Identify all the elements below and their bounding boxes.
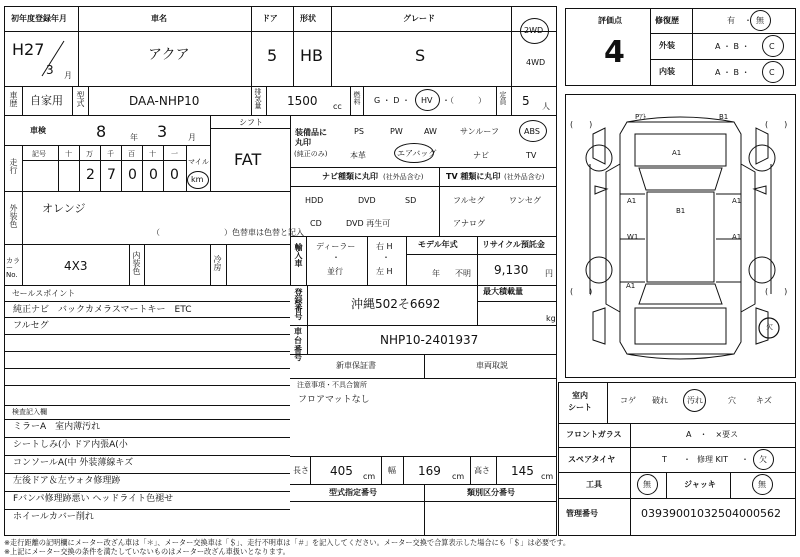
mileage-digit: 2 [86, 167, 95, 183]
notes-label: 注意事項・不具合箇所 [297, 381, 367, 389]
exterior-grade-c: C [769, 42, 775, 51]
width-value: 169 [418, 464, 441, 478]
seat-hole: 穴 [728, 396, 736, 405]
color-no: 4X3 [64, 259, 88, 273]
displacement: 1500 [287, 94, 318, 108]
vehicle-manual: 車両取説 [476, 361, 508, 370]
navi-type-sub: (社外品含む) [383, 173, 424, 181]
height-value: 145 [511, 464, 534, 478]
shape: HB [300, 46, 324, 65]
diagram-label: A1 [732, 233, 742, 241]
mileage-col-100: 百 [128, 150, 135, 158]
equip-abs: ABS [524, 127, 540, 136]
km-label: km [191, 175, 204, 184]
mgmt-number: 03939001032504000562 [641, 507, 781, 520]
interior-seat-label-top: 室内 [572, 391, 588, 400]
capacity-label: 定員 [499, 91, 507, 105]
color-label: 外装色 [9, 204, 18, 228]
mileage-digit: 0 [149, 167, 158, 183]
jack-label: ジャッキ [684, 480, 716, 489]
mileage-col-10k: 万 [86, 150, 93, 158]
usage: 自家用 [30, 94, 63, 107]
navi-type-label: ナビ種類に丸印 [322, 172, 378, 181]
tv-analog: アナログ [453, 219, 485, 228]
interior-grade-c: C [769, 68, 775, 77]
first-reg-year: H27 [12, 40, 45, 59]
eval-score-label: 評価点 [598, 16, 622, 25]
interior-grade-label: 内装 [659, 67, 675, 76]
class-label: 類別区分番号 [467, 488, 515, 497]
model-year-unit: 年 [432, 269, 440, 278]
exterior-grade-label: 外装 [659, 41, 675, 50]
diagram-bracket: ( ) [570, 120, 593, 129]
diagram-label: A1 [672, 149, 682, 157]
footer-note-1: ※走行距離の記明欄にメーター改ざん車は「＊」、メーター交換車は「＄」、走行不明車は「＃」を記入してください。メーター交換で合算表示した場合にも「＄」は必要です。 [4, 538, 571, 547]
type-cert-label: 型式指定番号 [329, 488, 377, 497]
sales-point-line: フルセグ [13, 321, 49, 331]
inspection-year: 8 [96, 122, 107, 141]
diagram-bracket: ( ) [765, 120, 788, 129]
car-diagram [565, 94, 796, 378]
windshield-value: A ・ ×要ス [686, 430, 739, 439]
car-name: アクア [148, 47, 190, 63]
cooler-label: 冷房 [213, 255, 222, 271]
length-label: 長さ [293, 466, 309, 475]
tv-fullseg: フルセグ [453, 196, 485, 205]
repair-none: 無 [756, 16, 764, 25]
tools-value: 無 [643, 480, 651, 489]
inspection-year-unit: 年 [130, 133, 138, 142]
equip-airbag: エアバッグ [397, 149, 437, 158]
navi-hdd: HDD [305, 196, 324, 205]
capacity-unit: 人 [542, 102, 550, 111]
import-parallel: 並行 [327, 267, 343, 276]
diagram-label: Pｱﾄ [635, 113, 647, 121]
import-dot: ・ [332, 253, 340, 262]
chassis-value: NHP10-2401937 [380, 333, 479, 347]
equip-aw: AW [424, 127, 437, 136]
color-change-note: （ ）色替車は色替と記入 [152, 228, 304, 237]
model-year-label: モデル年式 [418, 240, 458, 249]
notes-value: フロアマットなし [298, 395, 370, 405]
mileage-sign-label: 記号 [32, 150, 46, 158]
grade: S [415, 46, 426, 65]
mileage-label: 走行 [9, 158, 18, 174]
diagram-bracket: ( ) [570, 287, 593, 296]
equipment-sub: (純正のみ) [294, 150, 328, 158]
inspection-month-unit: 月 [188, 133, 196, 142]
interior-color-label: 内装色 [132, 251, 141, 275]
height-label: 高さ [474, 466, 490, 475]
navi-dvd-play: DVD 再生可 [346, 219, 391, 228]
mileage-digit: 0 [128, 167, 137, 183]
equip-navi: ナビ [473, 151, 489, 160]
seat-stain: 汚れ [687, 396, 703, 405]
mile-label: マイル [188, 158, 209, 166]
windshield-label: フロントガラス [566, 430, 622, 439]
inspector-line: 左後ドア＆左ウォタ修理跡 [13, 476, 121, 486]
spare-tire-none: 欠 [759, 455, 767, 464]
spare-tire-repair-kit: 修理 KIT [697, 455, 729, 464]
fuel-options: G ・ D ・ [374, 96, 410, 105]
inspector-label: 検査記入欄 [12, 408, 47, 416]
mgmt-number-label: 管理番号 [566, 509, 598, 518]
eval-score: 4 [604, 35, 625, 70]
diagram-label: B1 [676, 207, 686, 215]
capacity: 5 [522, 94, 530, 108]
max-load-unit: kg [546, 314, 556, 323]
diagram-label: A1 [732, 197, 742, 205]
model: DAA-NHP10 [129, 94, 200, 108]
first-reg-month: 3 [46, 63, 54, 77]
registration-label: 登録番号 [294, 288, 303, 320]
recycle-label: リサイクル預託金 [482, 240, 545, 249]
cc-unit: cc [333, 102, 342, 111]
model-label: 型式 [76, 91, 85, 107]
shift: FAT [234, 150, 262, 169]
exterior-color: オレンジ [42, 202, 86, 215]
drive-4wd: 4WD [526, 58, 546, 67]
inspector-line: ホイールカバー削れ [13, 512, 94, 522]
navi-dvd: DVD [358, 196, 376, 205]
spare-tire-t: T [662, 455, 667, 464]
import-label: 輸入車 [294, 243, 303, 267]
door-label: ドア [262, 14, 278, 23]
import-dealer: ディーラー [316, 242, 356, 251]
length-value: 405 [330, 464, 353, 478]
shape-label: 形状 [300, 14, 316, 23]
diagram-bracket: ( ) [765, 287, 788, 296]
recycle-value: 9,130 [494, 263, 529, 277]
equip-sunroof: サンルーフ [460, 127, 499, 136]
mileage-col-10: 十 [149, 150, 156, 158]
mileage-digit: 7 [107, 167, 116, 183]
interior-grade-options: A ・ B ・ [715, 68, 750, 77]
color-no-label: カラーNo. [6, 257, 20, 279]
registration-value: 沖縄502そ6692 [351, 297, 441, 311]
inspector-line: コンソールA(中 外装薄線キズ [13, 458, 134, 468]
tv-type-sub: (社外品含む) [504, 173, 545, 181]
recycle-unit: 円 [545, 269, 553, 278]
spare-tire-dot: ・ [683, 455, 691, 464]
equip-leather: 本革 [350, 151, 366, 160]
doors: 5 [267, 46, 278, 65]
seat-burn: コゲ [620, 396, 636, 405]
seat-scratch: キズ [756, 396, 772, 405]
fuel-other: ・（ ） [442, 96, 486, 105]
interior-seat-label-bottom: シート [568, 403, 592, 412]
tv-oneseg: ワンセグ [509, 196, 541, 205]
exterior-grade-options: A ・ B ・ [715, 42, 750, 51]
equip-ps: PS [354, 127, 364, 136]
grade-label: グレード [403, 14, 435, 23]
diagram-label: W1 [627, 233, 639, 241]
mileage-digit: 0 [170, 167, 179, 183]
equipment-label: 装備品に丸印 [295, 128, 327, 148]
repair-yes: 有 [727, 16, 735, 25]
width-unit: cm [452, 472, 465, 481]
height-unit: cm [541, 472, 554, 481]
spare-tire-dot-2: ・ [741, 455, 749, 464]
equip-pw: PW [390, 127, 403, 136]
import-dot-2: ・ [382, 253, 390, 262]
tools-label: 工具 [586, 480, 602, 489]
diagram-label: A1 [627, 197, 637, 205]
length-unit: cm [363, 472, 376, 481]
shift-label: シフト [239, 118, 263, 127]
diagram-label: B1 [719, 113, 729, 121]
width-label: 幅 [388, 466, 396, 475]
mileage-col-1k: 千 [107, 150, 114, 158]
footer-note-2: ※上記にメーター交換の条件を満たしていないものはメーター改ざん車扱いとなります。 [4, 547, 290, 556]
usage-label: 車歴 [9, 91, 18, 107]
seat-tear: 破れ [652, 396, 668, 405]
fuel-label: 燃料 [353, 91, 361, 105]
drive-2wd: 2WD [524, 26, 544, 35]
mileage-col-1: 一 [171, 150, 178, 158]
import-lhd: 左 H [376, 267, 393, 276]
jack-value: 無 [758, 480, 766, 489]
repair-history-label: 修復歴 [655, 16, 679, 25]
inspector-line: ミラーA 室内薄汚れ [13, 422, 101, 432]
equip-tv: TV [526, 151, 537, 160]
displacement-label: 排気量 [254, 88, 262, 109]
diagram-label: A1 [626, 282, 636, 290]
inspector-line: Fバンパ修理跡悪い ヘッドライト色褪せ [13, 494, 174, 504]
sales-points-label: セールスポイント [12, 289, 76, 298]
tv-type-label: TV 種類に丸印 [446, 172, 501, 181]
inspection-month: 3 [157, 122, 168, 141]
fuel-hv: HV [421, 96, 433, 105]
max-load-label: 最大積載量 [483, 287, 523, 296]
chassis-label: 車台番号 [294, 327, 302, 363]
repair-dot: ・ [744, 16, 752, 25]
first-reg-label: 初年度登録年月 [11, 14, 67, 23]
sales-point-line: 純正ナビ バックカメラスマートキー ETC [13, 305, 192, 315]
import-rhd: 右 H [376, 242, 393, 251]
inspector-line: シートしみ(小 ドア内張A(小 [13, 440, 128, 450]
diagram-label: 欠 [766, 323, 773, 331]
car-name-label: 車名 [151, 14, 167, 23]
spare-tire-label: スペアタイヤ [568, 455, 616, 464]
navi-cd: CD [310, 219, 322, 228]
navi-sd: SD [405, 196, 417, 205]
inspection-label: 車検 [30, 126, 46, 135]
first-reg-month-unit: 月 [64, 71, 72, 80]
new-car-warranty: 新車保証書 [336, 361, 376, 370]
model-year-unknown: 不明 [455, 269, 471, 278]
mileage-col-100k: 十 [65, 150, 72, 158]
